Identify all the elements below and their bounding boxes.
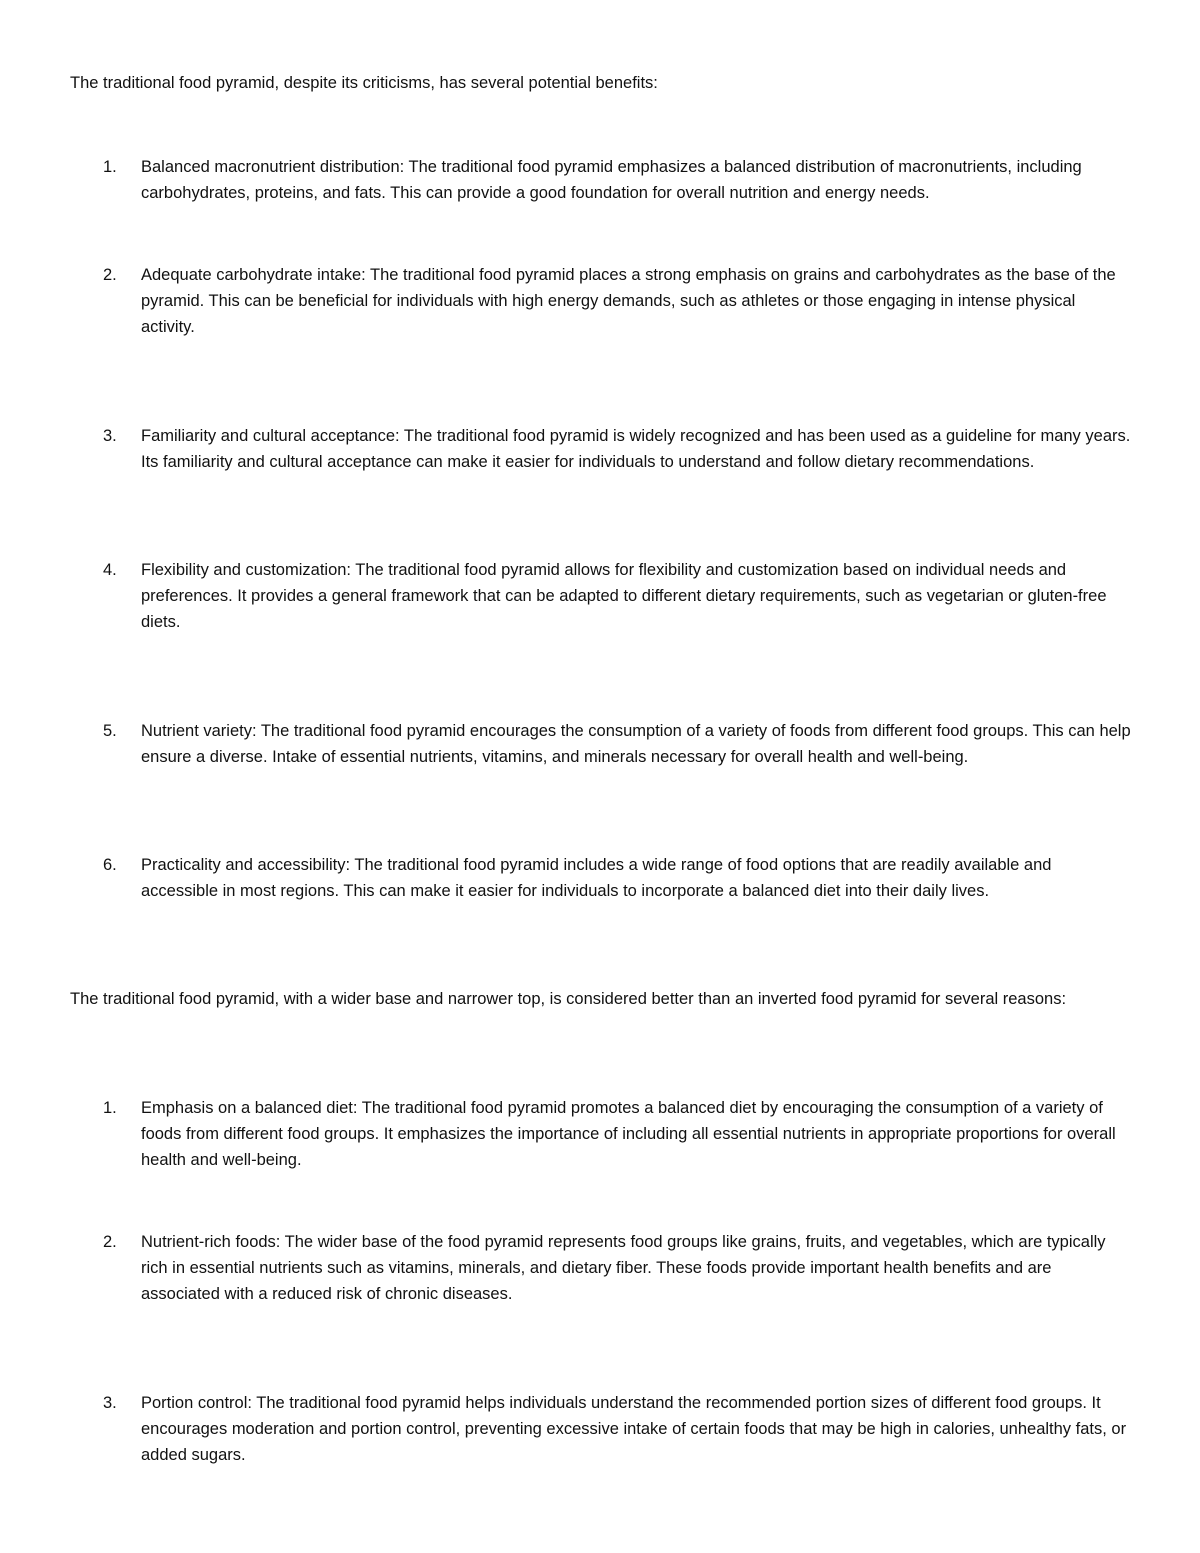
list-number: 5. [103,722,117,740]
list-number: 2. [103,266,117,284]
section1-intro: The traditional food pyramid, despite its criticisms, has several potential benefits: [70,74,658,92]
section1-list-item-5 [103,718,1133,770]
section1-list-item-2 [103,262,1133,340]
list-item-text: Nutrient variety: The traditional food pyramid encourages the consumption of a variety of foods from different food groups. This can help ensure a diverse. Intake of essential nutrients, vitamins, and minerals necessary for overall health and well-being. [141,722,1131,766]
list-number: 3. [103,1394,117,1412]
list-item-text: Nutrient-rich foods: The wider base of the food pyramid represents food groups like grains, fruits, and vegetables, which are typically rich in essential nutrients such as vitamins, minerals, and dietary fiber. These foods provide important health benefits and are associated with a reduced risk of chronic diseases. [141,1233,1106,1303]
list-item-text: Emphasis on a balanced diet: The traditional food pyramid promotes a balanced diet by encouraging the consumption of a variety of foods from different food groups. It emphasizes the importance of including all essential nutrients in appropriate proportions for overall health and well-being. [141,1099,1116,1169]
list-number: 3. [103,427,117,445]
section2-list-item-1 [103,1095,1133,1173]
section2-list-item-3 [103,1390,1133,1468]
section1-list-item-3 [103,423,1133,475]
section2-list-item-2 [103,1229,1133,1307]
list-number: 6. [103,856,117,874]
list-item-text: Flexibility and customization: The traditional food pyramid allows for flexibility and customization based on individual needs and preferences. It provides a general framework that can be adapted to different dietary requirements, such as vegetarian or gluten-free diets. [141,561,1107,631]
list-number: 1. [103,1099,117,1117]
list-number: 2. [103,1233,117,1251]
list-number: 4. [103,561,117,579]
list-item-text: Adequate carbohydrate intake: The traditional food pyramid places a strong emphasis on grains and carbohydrates as the base of the pyramid. This can be beneficial for individuals with high energy demands, such as athletes or those engaging in intense physical activity. [141,266,1116,336]
list-number: 1. [103,158,117,176]
section2-intro: The traditional food pyramid, with a wider base and narrower top, is considered better than an inverted food pyramid for several reasons: [70,990,1067,1008]
list-item-text: Portion control: The traditional food pyramid helps individuals understand the recommended portion sizes of different food groups. It encourages moderation and portion control, preventing excessive intake of certain foods that may be high in calories, unhealthy fats, or added sugars. [141,1394,1127,1464]
list-item-text: Practicality and accessibility: The traditional food pyramid includes a wide range of food options that are readily available and accessible in most regions. This can make it easier for individuals to incorporate a balanced diet into their daily lives. [141,856,1052,900]
section1-list-item-4 [103,557,1133,635]
section1-list-item-1 [103,154,1133,206]
list-item-text: Familiarity and cultural acceptance: The traditional food pyramid is widely recognized and has been used as a guideline for many years. Its familiarity and cultural acceptance can make it easier for individuals to understand and follow dietary recommendations. [141,427,1131,471]
section1-list-item-6 [103,852,1133,904]
list-item-text: Balanced macronutrient distribution: The traditional food pyramid emphasizes a balanced distribution of macronutrients, including carbohydrates, proteins, and fats. This can provide a good foundation for overall nutrition and energy needs. [141,158,1082,202]
